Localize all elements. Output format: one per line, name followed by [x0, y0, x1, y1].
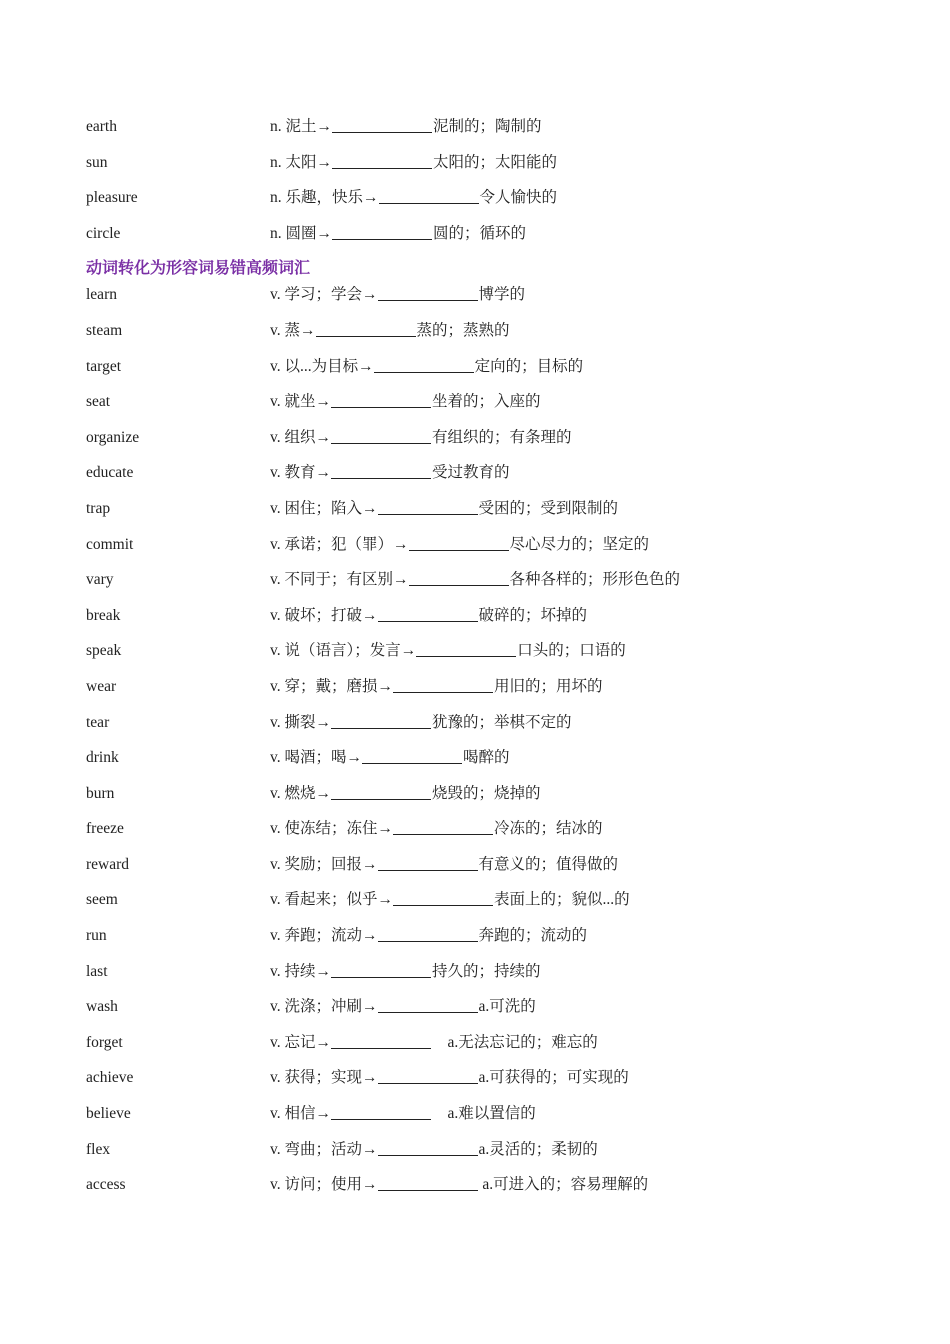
vocab-word: speak — [86, 642, 122, 660]
definition-prefix: n. 泥土→ — [270, 118, 333, 135]
vocab-row — [86, 491, 886, 527]
vocab-row — [86, 633, 886, 669]
vocab-row — [86, 216, 886, 252]
definition-suffix: 犹豫的；举棋不定的 — [432, 713, 572, 731]
answer-blank[interactable] — [409, 534, 509, 551]
vocab-definition — [270, 562, 680, 598]
vocab-word: organize — [86, 428, 140, 446]
vocab-word: educate — [86, 464, 134, 482]
answer-blank[interactable] — [331, 1103, 431, 1120]
vocab-word: flex — [86, 1140, 111, 1158]
vocab-definition — [270, 384, 541, 420]
answer-blank[interactable] — [416, 640, 516, 657]
answer-blank[interactable] — [332, 223, 432, 240]
vocab-definition — [270, 180, 557, 216]
answer-blank[interactable] — [362, 747, 462, 764]
definition-prefix: v. 蒸→ — [270, 321, 316, 339]
answer-blank[interactable] — [393, 889, 493, 906]
vocab-row — [86, 180, 886, 216]
definition-suffix: 冷冻的；结冰的 — [494, 820, 603, 838]
vocab-word: freeze — [86, 820, 124, 838]
vocab-row — [86, 277, 886, 313]
vocab-word: break — [86, 606, 121, 624]
vocab-row — [86, 109, 886, 145]
answer-blank[interactable] — [393, 676, 493, 693]
definition-prefix: v. 获得；实现→ — [270, 1069, 378, 1087]
answer-blank[interactable] — [378, 284, 478, 301]
definition-suffix: 有组织的；有条理的 — [432, 428, 572, 446]
definition-suffix: 用旧的；用坏的 — [494, 677, 603, 695]
definition-suffix: 令人愉快的 — [479, 189, 558, 207]
vocab-row — [86, 145, 886, 181]
definition-suffix: a.无法忘记的；难忘的 — [432, 1033, 598, 1051]
answer-blank[interactable] — [331, 1032, 431, 1049]
vocab-row — [86, 882, 886, 918]
definition-prefix: v. 就坐→ — [270, 393, 331, 411]
definition-suffix: 持久的；持续的 — [432, 962, 541, 980]
definition-suffix: 坐着的；入座的 — [432, 393, 541, 411]
answer-blank[interactable] — [331, 462, 431, 479]
answer-blank[interactable] — [378, 605, 478, 622]
definition-suffix: 奔跑的；流动的 — [478, 927, 588, 945]
vocab-definition — [270, 455, 510, 491]
definition-prefix: v. 洗涤；冲刷→ — [270, 998, 378, 1016]
vocab-row — [86, 669, 886, 705]
answer-blank[interactable] — [378, 1174, 478, 1191]
definition-prefix: v. 不同于；有区别→ — [270, 571, 409, 589]
definition-prefix: n. 太阳→ — [270, 153, 333, 171]
definition-suffix: 口头的；口语的 — [517, 642, 626, 660]
vocab-word: reward — [86, 855, 130, 873]
answer-blank[interactable] — [393, 818, 493, 835]
definition-prefix: v. 奖励；回报→ — [270, 855, 378, 873]
vocab-definition — [270, 705, 572, 741]
definition-prefix: v. 弯曲；活动→ — [270, 1140, 378, 1158]
definition-suffix: 喝醉的 — [463, 749, 510, 767]
definition-prefix: v. 破坏；打破→ — [270, 606, 378, 624]
vocab-definition — [270, 277, 525, 313]
definition-suffix: 太阳的；太阳能的 — [433, 153, 558, 171]
definition-prefix: v. 学习；学会→ — [270, 286, 378, 304]
answer-blank[interactable] — [374, 356, 474, 373]
answer-blank[interactable] — [378, 996, 478, 1013]
definition-suffix: a.可进入的；容易理解的 — [478, 1176, 649, 1194]
vocab-definition — [270, 598, 587, 634]
vocab-definition — [270, 1167, 648, 1203]
definition-prefix: v. 喝酒；喝→ — [270, 749, 362, 767]
vocab-word: tear — [86, 713, 110, 731]
vocab-word: seat — [86, 393, 111, 411]
vocab-row — [86, 1132, 886, 1168]
vocab-word: trap — [86, 499, 111, 517]
definition-suffix: 定向的；目标的 — [474, 357, 584, 375]
vocab-word: access — [86, 1176, 126, 1194]
definition-prefix: v. 以...为目标→ — [270, 357, 374, 375]
definition-prefix: v. 困住；陷入→ — [270, 499, 378, 517]
vocab-row — [86, 954, 886, 990]
vocab-word: wear — [86, 677, 117, 695]
vocab-definition — [270, 313, 510, 349]
answer-blank[interactable] — [409, 569, 509, 586]
vocab-word: wash — [86, 998, 118, 1016]
answer-blank[interactable] — [332, 152, 432, 169]
definition-suffix: a.可获得的；可实现的 — [478, 1069, 629, 1087]
definition-prefix: v. 使冻结；冻住→ — [270, 820, 393, 838]
vocab-word: run — [86, 927, 107, 945]
definition-prefix: v. 教育→ — [270, 464, 331, 482]
answer-blank[interactable] — [378, 1139, 478, 1156]
vocab-row — [86, 1025, 886, 1061]
definition-suffix: 尽心尽力的；坚定的 — [509, 535, 650, 553]
vocab-row — [86, 313, 886, 349]
vocabulary-page — [86, 109, 886, 1203]
verb-section — [86, 277, 886, 1202]
vocab-word: achieve — [86, 1069, 134, 1087]
definition-prefix: v. 承诺；犯（罪）→ — [270, 535, 409, 553]
vocab-row — [86, 1060, 886, 1096]
answer-blank[interactable] — [378, 854, 478, 871]
answer-blank[interactable] — [331, 427, 431, 444]
vocab-row — [86, 740, 886, 776]
definition-suffix: 受困的；受到限制的 — [478, 499, 619, 517]
vocab-definition — [270, 918, 587, 954]
vocab-word: circle — [86, 224, 121, 242]
answer-blank[interactable] — [331, 391, 431, 408]
definition-suffix: 受过教育的 — [432, 464, 510, 482]
answer-blank[interactable] — [331, 783, 431, 800]
definition-suffix: 破碎的；坏掉的 — [478, 606, 588, 624]
vocab-definition — [270, 216, 526, 252]
vocab-word: last — [86, 962, 108, 980]
vocab-row — [86, 1167, 886, 1203]
definition-suffix: 各种各样的；形形色色的 — [509, 571, 681, 589]
vocab-row — [86, 1096, 886, 1132]
vocab-definition — [270, 420, 572, 456]
vocab-word: target — [86, 357, 122, 375]
definition-prefix: v. 相信→ — [270, 1105, 331, 1123]
section-heading: 动词转化为形容词易错高频词汇 — [86, 258, 311, 278]
vocab-definition — [270, 633, 626, 669]
vocab-definition — [270, 109, 542, 145]
vocab-definition — [270, 882, 630, 918]
definition-prefix: v. 忘记→ — [270, 1033, 331, 1051]
vocab-row — [86, 527, 886, 563]
vocab-row — [86, 847, 886, 883]
vocab-definition — [270, 847, 618, 883]
vocab-row — [86, 384, 886, 420]
vocab-definition — [270, 669, 603, 705]
answer-blank[interactable] — [331, 712, 431, 729]
definition-prefix: v. 持续→ — [270, 962, 331, 980]
definition-prefix: n. 乐趣，快乐→ — [270, 189, 379, 207]
vocab-word: commit — [86, 535, 134, 553]
vocab-definition — [270, 954, 541, 990]
definition-suffix: 圆的；循环的 — [433, 224, 527, 242]
definition-suffix: 表面上的；貌似...的 — [494, 891, 630, 909]
vocab-definition — [270, 527, 649, 563]
noun-section — [86, 109, 886, 251]
vocab-definition — [270, 1132, 598, 1168]
vocab-row — [86, 776, 886, 812]
vocab-row — [86, 598, 886, 634]
definition-prefix: v. 看起来；似乎→ — [270, 891, 393, 909]
vocab-definition — [270, 989, 536, 1025]
definition-suffix: a.难以置信的 — [432, 1105, 536, 1123]
answer-blank[interactable] — [378, 498, 478, 515]
vocab-row — [86, 811, 886, 847]
vocab-row — [86, 705, 886, 741]
vocab-word: sun — [86, 153, 108, 171]
vocab-definition — [270, 776, 541, 812]
definition-prefix: v. 燃烧→ — [270, 784, 331, 802]
definition-prefix: n. 圆圈→ — [270, 224, 333, 242]
answer-blank[interactable] — [316, 320, 416, 337]
definition-prefix: v. 访问；使用→ — [270, 1176, 378, 1194]
definition-suffix: 蒸的；蒸熟的 — [416, 321, 510, 339]
vocab-word: pleasure — [86, 189, 138, 207]
vocab-definition — [270, 740, 510, 776]
vocab-word: learn — [86, 286, 117, 304]
definition-prefix: v. 穿；戴；磨损→ — [270, 677, 393, 695]
vocab-word: steam — [86, 321, 123, 339]
vocab-word: drink — [86, 749, 119, 767]
definition-suffix: 烧毁的；烧掉的 — [432, 784, 541, 802]
vocab-row — [86, 989, 886, 1025]
vocab-row — [86, 349, 886, 385]
answer-blank[interactable] — [378, 1067, 478, 1084]
definition-suffix: a.灵活的；柔韧的 — [478, 1140, 598, 1158]
definition-suffix: 有意义的；值得做的 — [478, 855, 619, 873]
definition-suffix: a.可洗的 — [478, 998, 536, 1016]
definition-suffix: 博学的 — [478, 286, 526, 304]
answer-blank[interactable] — [378, 925, 478, 942]
answer-blank[interactable] — [379, 187, 479, 204]
vocab-definition — [270, 1096, 536, 1132]
vocab-row — [86, 455, 886, 491]
vocab-row — [86, 918, 886, 954]
answer-blank[interactable] — [331, 961, 431, 978]
vocab-word: vary — [86, 571, 114, 589]
definition-suffix: 泥制的；陶制的 — [433, 118, 542, 135]
vocab-definition — [270, 1025, 598, 1061]
vocab-word: seem — [86, 891, 118, 909]
vocab-row — [86, 562, 886, 598]
definition-prefix: v. 说（语言）；发言→ — [270, 642, 417, 660]
vocab-row — [86, 420, 886, 456]
vocab-word: earth — [86, 118, 117, 135]
vocab-definition — [270, 491, 618, 527]
definition-prefix: v. 组织→ — [270, 428, 331, 446]
vocab-definition — [270, 811, 603, 847]
answer-blank[interactable] — [332, 116, 432, 133]
vocab-word: believe — [86, 1105, 131, 1123]
definition-prefix: v. 撕裂→ — [270, 713, 331, 731]
vocab-word: burn — [86, 784, 115, 802]
vocab-word: forget — [86, 1033, 123, 1051]
vocab-definition — [270, 145, 557, 181]
vocab-definition — [270, 349, 583, 385]
definition-prefix: v. 奔跑；流动→ — [270, 927, 378, 945]
vocab-definition — [270, 1060, 629, 1096]
